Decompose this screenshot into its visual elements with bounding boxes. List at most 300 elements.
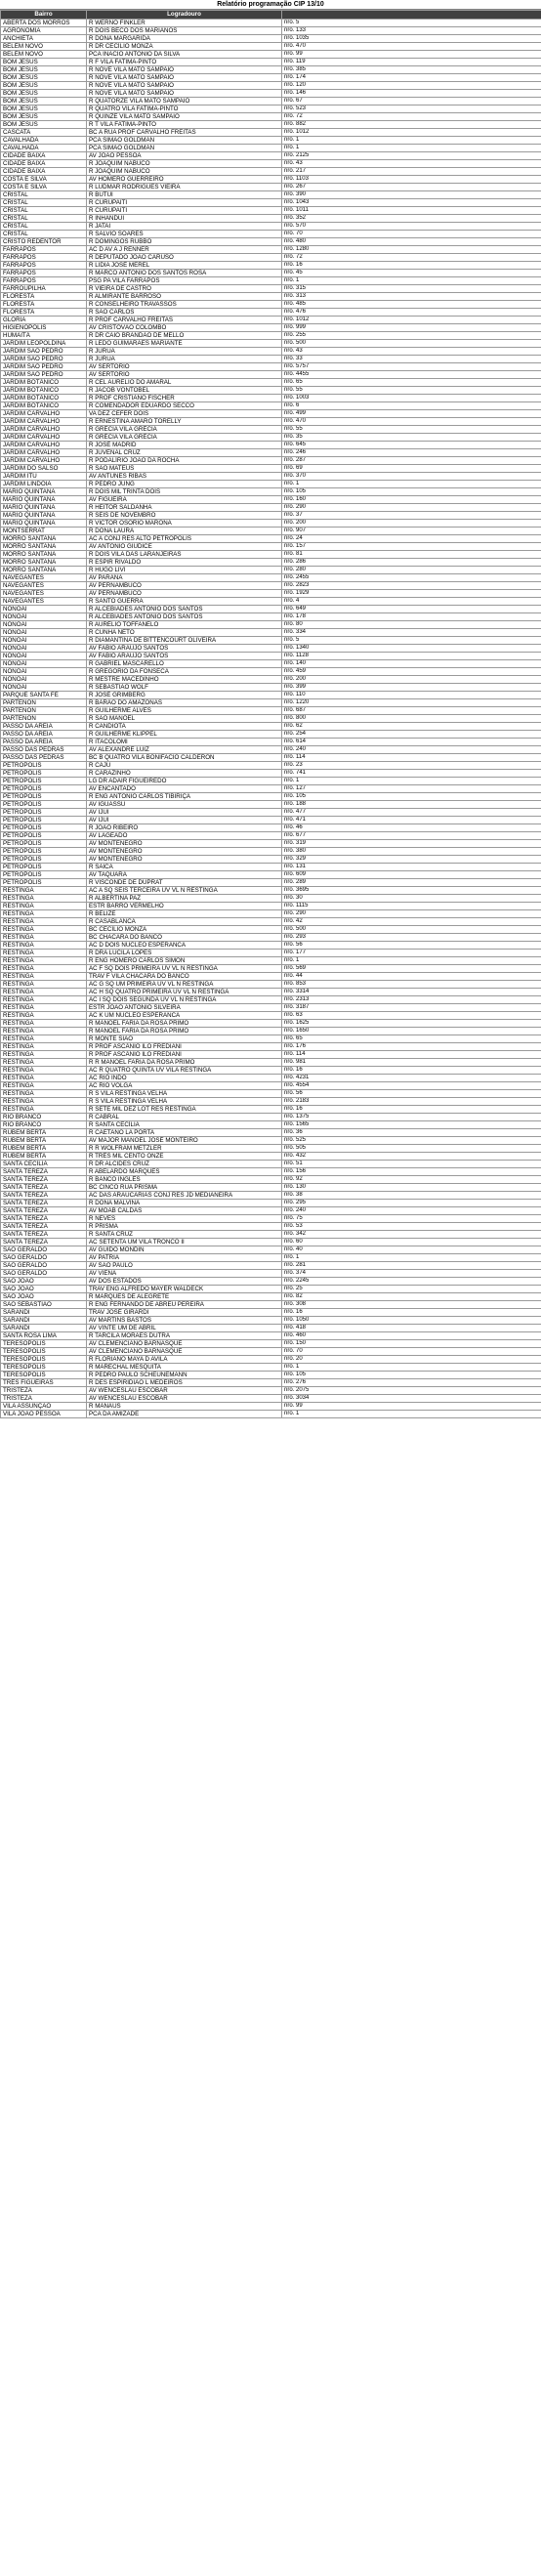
table-row [1, 449, 541, 457]
table-row [1, 793, 541, 801]
cell-numero: nro. 35 [282, 434, 541, 442]
cell-bairro: FLORESTA [1, 293, 87, 301]
cell-bairro: MARIO QUINTANA [1, 512, 87, 520]
cell-bairro: RESTINGA [1, 942, 87, 950]
cell-numero: nro. 385 [282, 66, 541, 74]
table-row [1, 1356, 541, 1364]
cell-bairro: PETRÓPOLIS [1, 856, 87, 864]
table-row [1, 653, 541, 660]
cell-numero: nro. 2075 [282, 1387, 541, 1395]
cell-numero: nro. 65 [282, 1035, 541, 1043]
cell-numero: nro. 70 [282, 231, 541, 238]
cell-logradouro: R GREGÓRIO DA FONSECA [87, 668, 282, 676]
table-row [1, 754, 541, 762]
table-row [1, 1090, 541, 1098]
cell-numero: nro. 120 [282, 82, 541, 90]
cell-logradouro: PCA INACIO ANTONIO DA SILVA [87, 51, 282, 59]
cell-numero: nro. 30 [282, 895, 541, 903]
table-row [1, 426, 541, 434]
cell-logradouro: R JATAI [87, 223, 282, 231]
cell-bairro: RESTINGA [1, 895, 87, 903]
cell-bairro: SANTA TEREZA [1, 1192, 87, 1200]
cell-numero: nro. 5 [282, 20, 541, 27]
cell-logradouro: R BUTUI [87, 191, 282, 199]
cell-logradouro: AC SETENTA UM VILA TRONCO II [87, 1239, 282, 1246]
cell-numero: nro. 63 [282, 1012, 541, 1020]
table-row [1, 1043, 541, 1051]
cell-bairro: SANTA TEREZA [1, 1168, 87, 1176]
table-row [1, 309, 541, 317]
cell-logradouro: R ALBERTINA PAZ [87, 895, 282, 903]
cell-logradouro: R CUNHA NETO [87, 629, 282, 637]
table-row [1, 199, 541, 207]
cell-bairro: JARDIM CARVALHO [1, 457, 87, 465]
cell-logradouro: R PROF ASCÂNIO ILO FREDIANI [87, 1043, 282, 1051]
cell-numero: nro. 150 [282, 1340, 541, 1348]
cell-bairro: SANTA TEREZA [1, 1223, 87, 1231]
cell-logradouro: AV SERTORIO [87, 371, 282, 379]
cell-numero: nro. 67 [282, 98, 541, 106]
cell-logradouro: PCA DA AMIZADE [87, 1411, 282, 1418]
cell-numero: nro. 1 [282, 481, 541, 488]
cell-numero: nro. 1043 [282, 199, 541, 207]
table-row [1, 317, 541, 324]
cell-logradouro: AV ENCANTADO [87, 785, 282, 793]
cell-logradouro: AV PERNAMBUCO [87, 582, 282, 590]
cell-logradouro: R GRÉCIA VILA GRÉCIA [87, 434, 282, 442]
cell-logradouro: R GABRIEL MASCARELLO [87, 660, 282, 668]
cell-numero: nro. 1 [282, 1411, 541, 1418]
cell-logradouro: R CEL AURELIO DO AMARAL [87, 379, 282, 387]
cell-numero: nro. 800 [282, 715, 541, 723]
cell-bairro: NAVEGANTES [1, 590, 87, 598]
cell-logradouro: R SEBASTIÃO WOLF [87, 684, 282, 692]
cell-numero: nro. 907 [282, 528, 541, 535]
cell-bairro: NONOAI [1, 668, 87, 676]
cell-numero: nro. 334 [282, 629, 541, 637]
cell-numero: nro. 16 [282, 262, 541, 270]
table-row [1, 207, 541, 215]
cell-logradouro: R F VILA FATIMA-PINTO [87, 59, 282, 66]
cell-numero: nro. 131 [282, 864, 541, 871]
table-row [1, 1411, 541, 1418]
cell-logradouro: R LEDO GUIMARÃES MARIANTE [87, 340, 282, 348]
cell-logradouro: R MANOEL FARIA DA ROSA PRIMO [87, 1028, 282, 1035]
cell-logradouro: R MANOEL FARIA DA ROSA PRIMO [87, 1020, 282, 1028]
table-row [1, 1348, 541, 1356]
cell-numero: nro. 432 [282, 1153, 541, 1161]
table-row [1, 942, 541, 950]
cell-logradouro: R NOVE VILA MATO SAMPAIO [87, 90, 282, 98]
cell-numero: nro. 81 [282, 551, 541, 559]
cell-numero: nro. 499 [282, 410, 541, 418]
cell-numero: nro. 75 [282, 1215, 541, 1223]
cell-bairro: RESTINGA [1, 989, 87, 996]
cell-logradouro: AV PATRIA [87, 1254, 282, 1262]
cell-numero: nro. 1 [282, 277, 541, 285]
cell-logradouro: R CARAZINHO [87, 770, 282, 778]
cell-numero: nro. 477 [282, 809, 541, 817]
cell-bairro: CASCATA [1, 129, 87, 137]
table-row [1, 371, 541, 379]
cell-numero: nro. 500 [282, 926, 541, 934]
cell-bairro: JARDIM DO SALSO [1, 465, 87, 473]
table-row [1, 1200, 541, 1207]
cell-logradouro: R JOAQUIM NABUCO [87, 160, 282, 168]
cell-numero: nro. 43 [282, 348, 541, 356]
cell-numero: nro. 1011 [282, 207, 541, 215]
cell-numero: nro. 16 [282, 1067, 541, 1075]
cell-logradouro: R DONA MARGARIDA [87, 35, 282, 43]
table-row [1, 285, 541, 293]
cell-numero: nro. 853 [282, 981, 541, 989]
cell-bairro: JARDIM CARVALHO [1, 442, 87, 449]
cell-logradouro: R DEPUTADO JOÃO CARUSO [87, 254, 282, 262]
table-row [1, 1403, 541, 1411]
cell-bairro: CRISTAL [1, 191, 87, 199]
table-row [1, 434, 541, 442]
cell-bairro: HIGIENÓPOLIS [1, 324, 87, 332]
cell-logradouro: R FLORIANO MAYA D AVILA [87, 1356, 282, 1364]
cell-bairro: PASSO DA AREIA [1, 731, 87, 739]
table-row [1, 418, 541, 426]
table-row [1, 520, 541, 528]
cell-bairro: RESTINGA [1, 918, 87, 926]
cell-numero: nro. 92 [282, 1176, 541, 1184]
table-row [1, 129, 541, 137]
cell-logradouro: R ERNESTINA AMARO TORELLY [87, 418, 282, 426]
cell-numero: nro. 133 [282, 27, 541, 35]
cell-numero: nro. 315 [282, 285, 541, 293]
cell-numero: nro. 51 [282, 1161, 541, 1168]
table-row [1, 1075, 541, 1082]
cell-bairro: MARIO QUINTANA [1, 520, 87, 528]
cell-logradouro: AV VINTE UM DE ABRIL [87, 1325, 282, 1332]
cell-bairro: MORRO SANTANA [1, 551, 87, 559]
cell-numero: nro. 72 [282, 254, 541, 262]
cell-logradouro: R DR CAIO BRANDÃO DE MELLO [87, 332, 282, 340]
table-row [1, 762, 541, 770]
cell-numero: nro. 741 [282, 770, 541, 778]
cell-bairro: BOM JESUS [1, 90, 87, 98]
table-row [1, 950, 541, 957]
cell-numero: nro. 99 [282, 51, 541, 59]
cell-numero: nro. 308 [282, 1301, 541, 1309]
cell-numero: nro. 981 [282, 1059, 541, 1067]
cell-logradouro: AV ANTUNES RIBAS [87, 473, 282, 481]
cell-bairro: MORRO SANTANA [1, 559, 87, 567]
cell-numero: nro. 56 [282, 942, 541, 950]
cell-logradouro: R GUILHERME ALVES [87, 707, 282, 715]
table-row [1, 504, 541, 512]
cell-logradouro: R HUGO LIVI [87, 567, 282, 574]
cell-bairro: CIDADE BAIXA [1, 160, 87, 168]
table-row [1, 1387, 541, 1395]
cell-numero: nro. 267 [282, 184, 541, 191]
cell-numero: nro. 20 [282, 1356, 541, 1364]
cell-numero: nro. 390 [282, 191, 541, 199]
cell-logradouro: R PRISMA [87, 1223, 282, 1231]
cell-logradouro: R VISCONDE DE DUPRAT [87, 879, 282, 887]
cell-logradouro: PSG PA VILA FARRAPOS [87, 277, 282, 285]
cell-bairro: RESTINGA [1, 887, 87, 895]
cell-numero: nro. 370 [282, 473, 541, 481]
cell-numero: nro. 2245 [282, 1278, 541, 1286]
cell-bairro: PETRÓPOLIS [1, 770, 87, 778]
table-row [1, 137, 541, 145]
cell-bairro: RUBEM BERTA [1, 1145, 87, 1153]
cell-logradouro: R JACOB VONTOBEL [87, 387, 282, 395]
cell-bairro: RESTINGA [1, 926, 87, 934]
cell-numero: nro. 114 [282, 754, 541, 762]
table-row [1, 238, 541, 246]
cell-bairro: NAVEGANTES [1, 598, 87, 606]
cell-logradouro: AV PARANA [87, 574, 282, 582]
cell-logradouro: R CASABLANCA [87, 918, 282, 926]
cell-bairro: HUMAITÁ [1, 332, 87, 340]
cell-bairro: ABERTA DOS MORROS [1, 20, 87, 27]
table-row [1, 106, 541, 113]
cell-logradouro: R S VILA RESTINGA VELHA [87, 1098, 282, 1106]
cell-numero: nro. 46 [282, 824, 541, 832]
cell-logradouro: R R MANOEL FARIA DA ROSA PRIMO [87, 1059, 282, 1067]
cell-logradouro: R CANDIOTA [87, 723, 282, 731]
cell-bairro: MORRO SANTANA [1, 567, 87, 574]
cell-numero: nro. 1115 [282, 903, 541, 910]
cell-bairro: RESTINGA [1, 957, 87, 965]
cell-bairro: PETRÓPOLIS [1, 801, 87, 809]
table-row [1, 528, 541, 535]
cell-bairro: SANTA TEREZA [1, 1200, 87, 1207]
table-row [1, 496, 541, 504]
cell-logradouro: AV FABIO ARAUJO SANTOS [87, 653, 282, 660]
cell-bairro: RESTINGA [1, 1082, 87, 1090]
cell-logradouro: R QUINZE VILA MATO SAMPAIO [87, 113, 282, 121]
cell-bairro: PARTENON [1, 699, 87, 707]
table-row [1, 1246, 541, 1254]
table-row [1, 1004, 541, 1012]
cell-logradouro: R DR ALCIDES CRUZ [87, 1161, 282, 1168]
cell-numero: nro. 4231 [282, 1075, 541, 1082]
table-row [1, 981, 541, 989]
cell-bairro: PETRÓPOLIS [1, 840, 87, 848]
table-row [1, 363, 541, 371]
cell-logradouro: AV DOS ESTADOS [87, 1278, 282, 1286]
cell-bairro: CRISTAL [1, 215, 87, 223]
cell-numero: nro. 99 [282, 1403, 541, 1411]
cell-bairro: NONOAI [1, 660, 87, 668]
cell-bairro: SANTA TEREZA [1, 1239, 87, 1246]
table-row [1, 1309, 541, 1317]
cell-logradouro: R JOÃO RIBEIRO [87, 824, 282, 832]
cell-numero: nro. 290 [282, 504, 541, 512]
table-row [1, 613, 541, 621]
table-row [1, 293, 541, 301]
cell-bairro: PASSO DAS PEDRAS [1, 746, 87, 754]
cell-numero: nro. 470 [282, 418, 541, 426]
cell-numero: nro. 295 [282, 1200, 541, 1207]
cell-bairro: RUBEM BERTA [1, 1137, 87, 1145]
cell-bairro: PETRÓPOLIS [1, 785, 87, 793]
column-header-bairro: Bairro [1, 11, 87, 20]
cell-logradouro: R PEDRO PAULO SCHEUNEMANN [87, 1372, 282, 1379]
cell-bairro: JARDIM BOTÂNICO [1, 395, 87, 402]
table-row [1, 191, 541, 199]
cell-bairro: NAVEGANTES [1, 582, 87, 590]
table-row [1, 1082, 541, 1090]
table-row [1, 895, 541, 903]
table-row [1, 574, 541, 582]
table-row [1, 20, 541, 27]
cell-numero: nro. 177 [282, 950, 541, 957]
cell-numero: nro. 254 [282, 731, 541, 739]
table-row [1, 176, 541, 184]
table-row [1, 246, 541, 254]
cell-logradouro: AC RIO INDO [87, 1075, 282, 1082]
cell-logradouro: PCA SIMÃO GOLDMAN [87, 137, 282, 145]
cell-logradouro: R CONSELHEIRO TRAVASSOS [87, 301, 282, 309]
table-row [1, 1106, 541, 1114]
cell-bairro: TERESÓPOLIS [1, 1348, 87, 1356]
cell-numero: nro. 6 [282, 402, 541, 410]
table-row [1, 723, 541, 731]
table-row [1, 1012, 541, 1020]
cell-bairro: PASSO DA AREIA [1, 739, 87, 746]
table-row [1, 348, 541, 356]
table-row [1, 973, 541, 981]
cell-bairro: NONOAI [1, 629, 87, 637]
cell-logradouro: R TARCILA MORAES DUTRA [87, 1332, 282, 1340]
cell-logradouro: R VIEIRA DE CASTRO [87, 285, 282, 293]
cell-numero: nro. 146 [282, 90, 541, 98]
cell-bairro: PETRÓPOLIS [1, 817, 87, 824]
cell-logradouro: R DOIS VILA DAS LARANJEIRAS [87, 551, 282, 559]
cell-logradouro: AV FIGUEIRA [87, 496, 282, 504]
cell-numero: nro. 418 [282, 1325, 541, 1332]
cell-numero: nro. 140 [282, 660, 541, 668]
cell-logradouro: AV IGUASSU [87, 801, 282, 809]
table-row [1, 832, 541, 840]
cell-bairro: CRISTAL [1, 207, 87, 215]
cell-bairro: RESTINGA [1, 1035, 87, 1043]
table-row [1, 66, 541, 74]
table-row [1, 1262, 541, 1270]
table-row [1, 1278, 541, 1286]
table-row [1, 1364, 541, 1372]
cell-bairro: MARIO QUINTANA [1, 504, 87, 512]
table-row [1, 1239, 541, 1246]
cell-logradouro: R SÃO MATEUS [87, 465, 282, 473]
table-row [1, 590, 541, 598]
cell-numero: nro. 23 [282, 762, 541, 770]
cell-logradouro: R CABRAL [87, 1114, 282, 1121]
cell-numero: nro. 1128 [282, 653, 541, 660]
cell-logradouro: R ABELARDO MARQUES [87, 1168, 282, 1176]
table-row [1, 910, 541, 918]
cell-logradouro: TRAV F VILA CHACARA DO BANCO [87, 973, 282, 981]
cell-logradouro: R SALVIO SOARES [87, 231, 282, 238]
table-row [1, 223, 541, 231]
cell-logradouro: R CAETANO LA PORTA [87, 1129, 282, 1137]
cell-logradouro: AV MONTENEGRO [87, 840, 282, 848]
cell-bairro: NONOAI [1, 606, 87, 613]
cell-logradouro: AV HOMERO GUERREIRO [87, 176, 282, 184]
cell-numero: nro. 1050 [282, 1317, 541, 1325]
cell-bairro: NONOAI [1, 621, 87, 629]
schedule-table [0, 10, 541, 1418]
cell-logradouro: R SETE MIL DEZ LOT RES RESTINGA [87, 1106, 282, 1114]
cell-logradouro: R ALCEBIADES ANTÔNIO DOS SANTOS [87, 613, 282, 621]
cell-bairro: SÃO SEBASTIÃO [1, 1301, 87, 1309]
cell-logradouro: PCA SIMÃO GOLDMAN [87, 145, 282, 152]
cell-logradouro: AC DAS ARAUCARIAS CONJ RES JD MEDIANEIRA [87, 1192, 282, 1200]
cell-numero: nro. 16 [282, 1309, 541, 1317]
cell-logradouro: AC H SQ QUATRO PRIMEIRA UV VL N RESTINGA [87, 989, 282, 996]
cell-bairro: JARDIM BOTÂNICO [1, 387, 87, 395]
table-row [1, 660, 541, 668]
cell-bairro: TRÊS FIGUEIRAS [1, 1379, 87, 1387]
table-row [1, 692, 541, 699]
table-row [1, 739, 541, 746]
table-row [1, 879, 541, 887]
cell-numero: nro. 56 [282, 1090, 541, 1098]
table-row [1, 809, 541, 817]
table-row [1, 152, 541, 160]
cell-logradouro: AV MARTINS BASTOS [87, 1317, 282, 1325]
cell-logradouro: ESTR JOÃO ANTÔNIO SILVEIRA [87, 1004, 282, 1012]
cell-numero: nro. 156 [282, 1168, 541, 1176]
cell-numero: nro. 188 [282, 801, 541, 809]
table-row [1, 332, 541, 340]
cell-bairro: PETRÓPOLIS [1, 848, 87, 856]
cell-numero: nro. 40 [282, 1246, 541, 1254]
cell-numero: nro. 37 [282, 512, 541, 520]
table-row [1, 770, 541, 778]
cell-logradouro: R ENG FERNANDO DE ABREU PEREIRA [87, 1301, 282, 1309]
table-row [1, 59, 541, 66]
cell-logradouro: AC D AV A J RENNER [87, 246, 282, 254]
cell-bairro: RESTINGA [1, 1106, 87, 1114]
cell-bairro: JARDIM SÃO PEDRO [1, 371, 87, 379]
cell-bairro: BOM JESUS [1, 82, 87, 90]
cell-bairro: MORRO SANTANA [1, 543, 87, 551]
cell-numero: nro. 1 [282, 145, 541, 152]
table-row [1, 848, 541, 856]
cell-bairro: SÃO JOÃO [1, 1293, 87, 1301]
cell-logradouro: R MARCO ANTÔNIO DOS SANTOS ROSA [87, 270, 282, 277]
cell-bairro: SANTA CECÍLIA [1, 1161, 87, 1168]
table-row [1, 254, 541, 262]
cell-numero: nro. 523 [282, 106, 541, 113]
cell-numero: nro. 280 [282, 567, 541, 574]
cell-numero: nro. 476 [282, 309, 541, 317]
cell-numero: nro. 281 [282, 1262, 541, 1270]
cell-logradouro: R T VILA FATIMA-PINTO [87, 121, 282, 129]
cell-numero: nro. 178 [282, 613, 541, 621]
cell-numero: nro. 1103 [282, 176, 541, 184]
cell-logradouro: AV FABIO ARAUJO SANTOS [87, 645, 282, 653]
cell-bairro: MARIO QUINTANA [1, 496, 87, 504]
table-row [1, 1137, 541, 1145]
table-row [1, 676, 541, 684]
table-row [1, 840, 541, 848]
cell-numero: nro. 569 [282, 965, 541, 973]
table-row [1, 512, 541, 520]
cell-bairro: TERESÓPOLIS [1, 1364, 87, 1372]
cell-bairro: SÃO JOÃO [1, 1278, 87, 1286]
cell-numero: nro. 614 [282, 739, 541, 746]
table-row [1, 1121, 541, 1129]
